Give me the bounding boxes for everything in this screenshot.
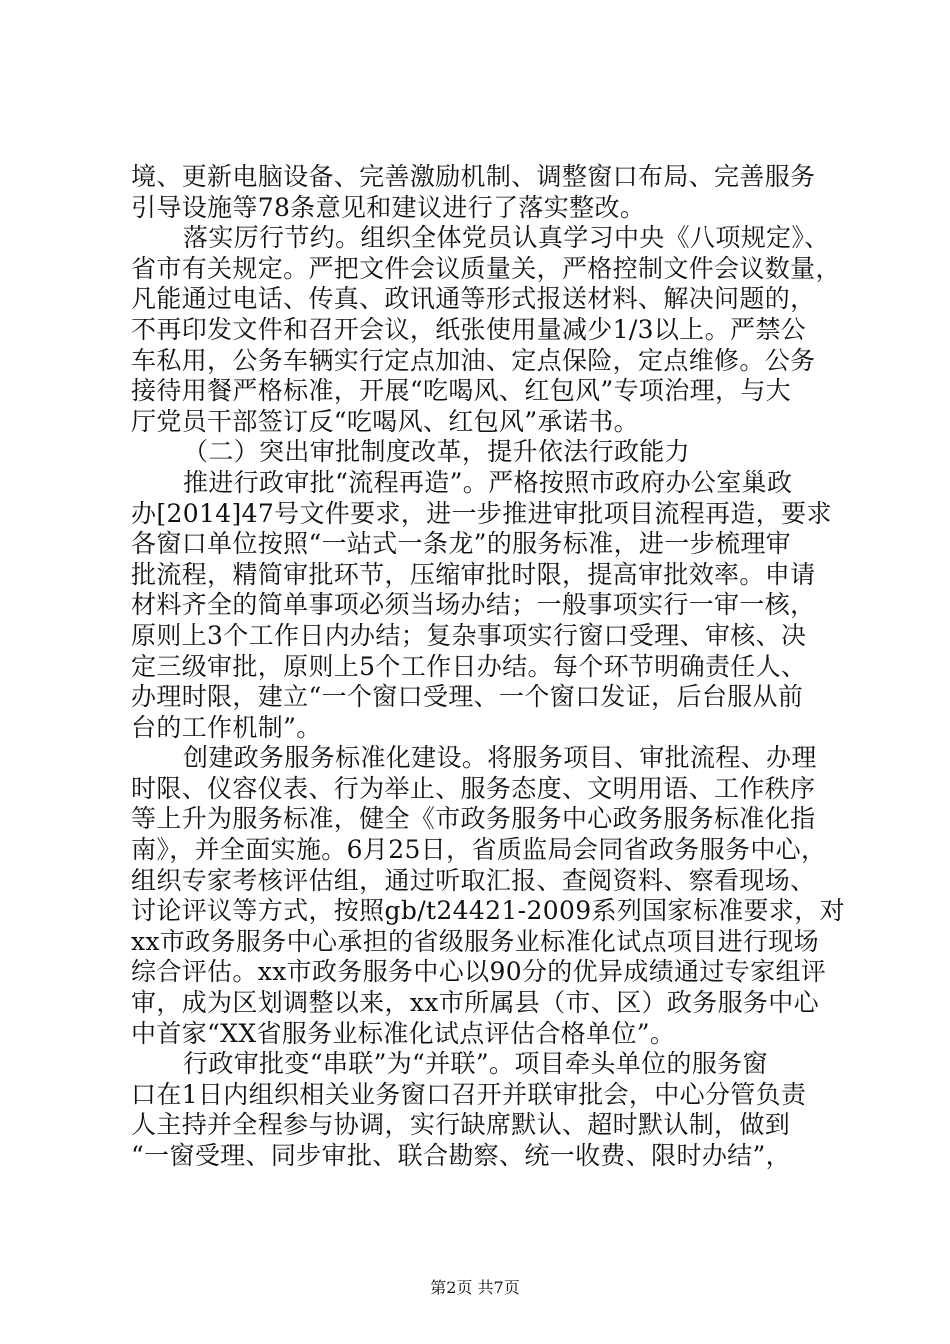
text-line: 厅党员干部签订反“吃喝风、红包风”承诺书。: [131, 406, 639, 436]
paragraph-start-line: 行政审批变“串联”为“并联”。项目牵头单位的服务窗: [183, 1049, 768, 1079]
page-number-footer: 第2页 共7页: [430, 1278, 520, 1297]
text-line: 批流程，精简审批环节，压缩审批时限，提高审批效率。申请: [131, 559, 816, 589]
text-line: 等上升为服务标准，健全《市政务服务中心政务服务标准化指: [131, 804, 816, 834]
text-line: 原则上3个工作日内办结；复杂事项实行窗口受理、审核、决: [131, 620, 807, 650]
text-line: “一窗受理、同步审批、联合勘察、统一收费、限时办结”，: [131, 1141, 792, 1170]
text-line: 办理时限，建立“一个窗口受理、一个窗口发证，后台服从前: [131, 682, 804, 712]
text-line: 审，成为区划调整以来，xx市所属县（市、区）政务服务中心: [131, 988, 820, 1018]
text-line: 讨论评议等方式，按照gb/t24421-2009系列国家标准要求，对: [131, 896, 845, 926]
text-line: 综合评估。xx市政务服务中心以90分的优异成绩通过专家组评: [131, 957, 827, 987]
text-line: 组织专家考核评估组，通过听取汇报、查阅资料、察看现场、: [131, 865, 816, 895]
text-line: 车私用，公务车辆实行定点加油、定点保险，定点维修。公务: [131, 345, 816, 375]
document-body: [131, 162, 845, 1172]
text-line: xx市政务服务中心承担的省级服务业标准化试点项目进行现场: [131, 926, 820, 956]
text-line: 各窗口单位按照“一站式一条龙”的服务标准，进一步梳理审: [131, 529, 792, 559]
text-line: 材料齐全的简单事项必须当场办结；一般事项实行一审一核，: [131, 590, 816, 620]
text-line: 不再印发文件和召开会议，纸张使用量减少1/3以上。严禁公: [131, 314, 807, 344]
text-line: 台的工作机制”。: [131, 712, 322, 742]
text-line: 省市有关规定。严把文件会议质量关，严格控制文件会议数量，: [131, 253, 841, 283]
text-line: 办[2014]47号文件要求，进一步推进审批项目流程再造，要求: [131, 498, 832, 528]
text-line: 人主持并全程参与协调，实行缺席默认、超时默认制，做到: [131, 1110, 791, 1140]
section-heading: （二）突出审批制度改革，提升依法行政能力: [183, 437, 691, 467]
text-line: 中首家“XX省服务业标准化试点评估合格单位”。: [131, 1018, 676, 1048]
text-line: 境、更新电脑设备、完善激励机制、调整窗口布局、完善服务: [131, 162, 816, 191]
paragraph-start-line: 创建政务服务标准化建设。将服务项目、审批流程、办理: [183, 743, 817, 773]
paragraph-start-line: 落实厉行节约。组织全体党员认真学习中央《八项规定》、: [183, 223, 830, 253]
text-line: 引导设施等78条意见和建议进行了落实整改。: [131, 192, 646, 222]
text-line: 口在1日内组织相关业务窗口召开并联审批会，中心分管负责: [131, 1079, 807, 1109]
text-line: 定三级审批，原则上5个工作日办结。每个环节明确责任人、: [131, 651, 807, 681]
text-line: 南》，并全面实施。6月25日，省质监局会同省政务服务中心，: [131, 835, 827, 865]
text-line: 凡能通过电话、传真、政讯通等形式报送材料、解决问题的，: [131, 284, 816, 314]
paragraph-start-line: 推进行政审批“流程再造”。严格按照市政府办公室巢政: [183, 467, 793, 497]
text-line: 接待用餐严格标准，开展“吃喝风、红包风”专项治理，与大: [131, 376, 792, 406]
text-line: 时限、仪容仪表、行为举止、服务态度、文明用语、工作秩序: [131, 773, 816, 803]
